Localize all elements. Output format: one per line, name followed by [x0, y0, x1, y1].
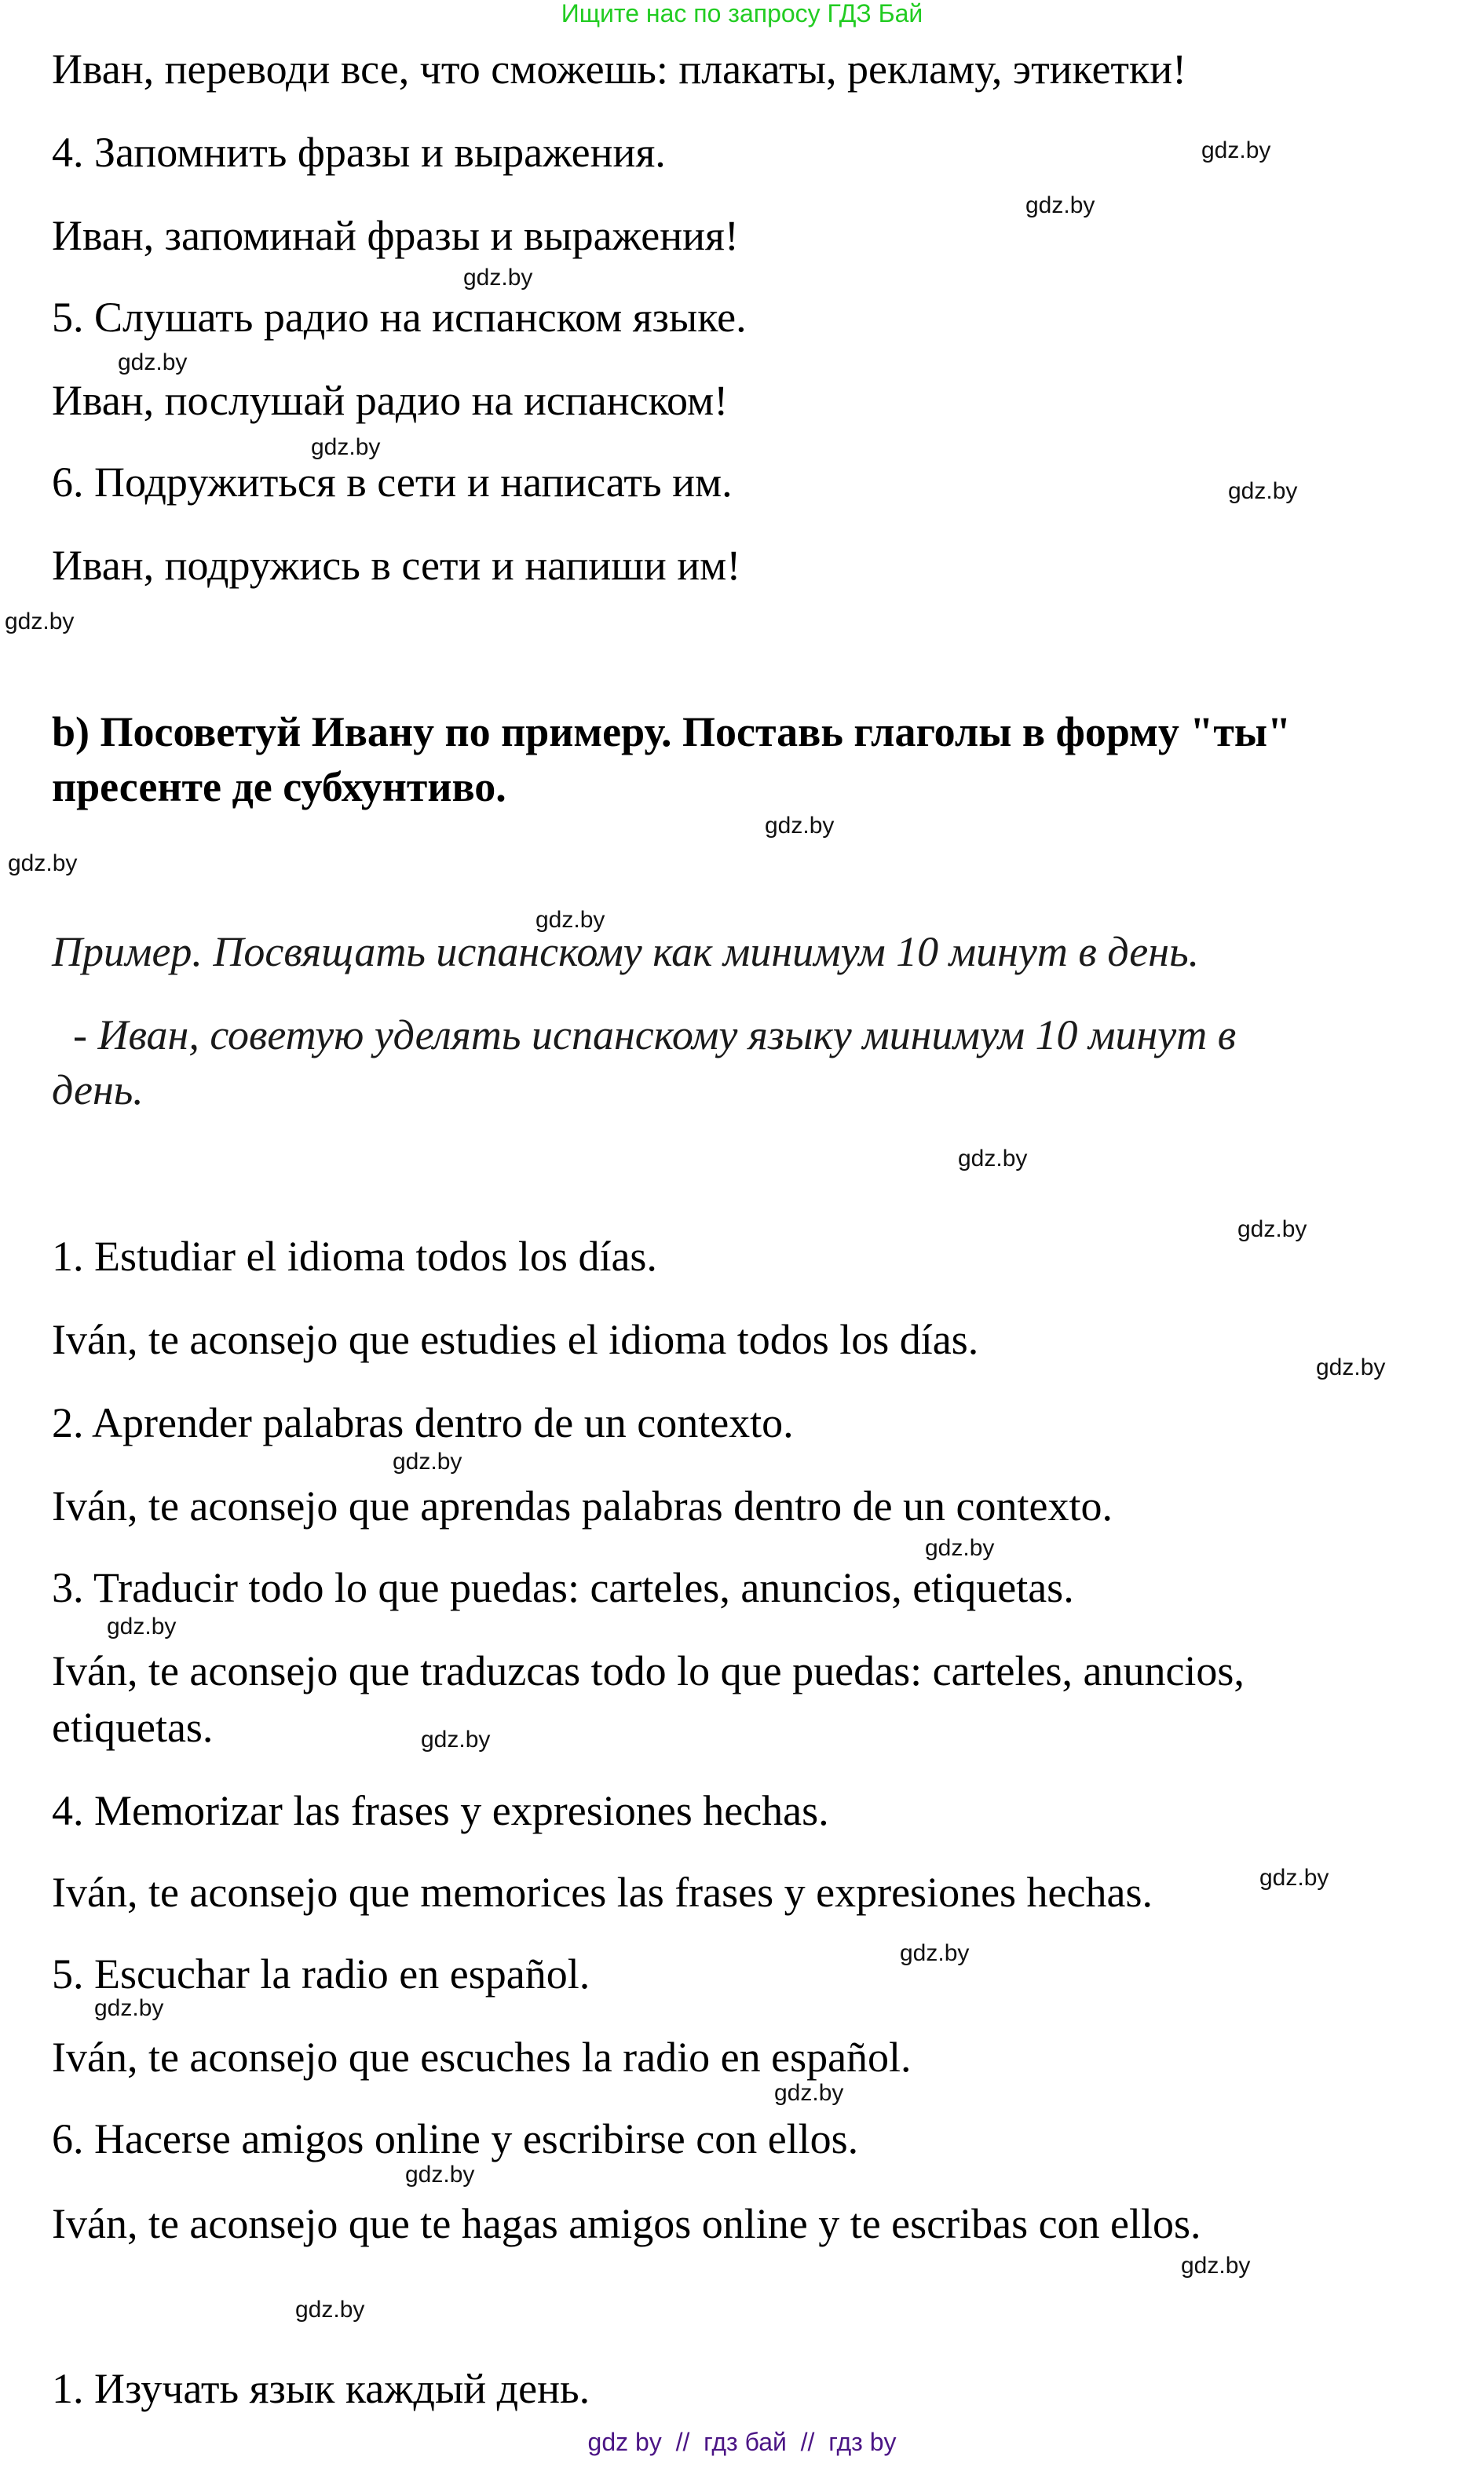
exercise-item: 1. Изучать язык каждый день. [52, 2365, 590, 2412]
watermark: gdz.by [1025, 192, 1095, 218]
watermark: gdz.by [1181, 2253, 1251, 2279]
watermark: gdz.by [958, 1146, 1028, 1172]
exercise-item: 4. Memorizar las frases y expresiones hechas. [52, 1787, 829, 1834]
task-heading: b) Посоветуй Ивану по примеру. Поставь глаголы в форму "ты" [52, 708, 1292, 755]
watermark: gdz.by [463, 265, 533, 291]
footer-links: gdz by // гдз бай // гдз by [587, 2428, 897, 2456]
exercise-answer: etiquetas. [52, 1704, 214, 1751]
exercise-item: 2. Aprender palabras dentro de un contexto. [52, 1399, 794, 1446]
text-line: Иван, переводи все, что сможешь: плакаты, рекламу, этикетки! [52, 46, 1187, 93]
exercise-answer: Iván, te aconsejo que aprendas palabras dentro de un contexto. [52, 1482, 1113, 1530]
watermark: gdz.by [405, 2162, 475, 2188]
exercise-item: 3. Traducir todo lo que puedas: carteles, anuncios, etiquetas. [52, 1564, 1074, 1611]
watermark: gdz.by [421, 1727, 491, 1753]
exercise-answer: Iván, te aconsejo que escuches la radio en español. [52, 2034, 912, 2081]
task-heading: пресенте де субхунтиво. [52, 763, 506, 810]
text-line: 6. Подружиться в сети и написать им. [52, 459, 733, 506]
watermark: gdz.by [765, 813, 835, 839]
watermark: gdz.by [1237, 1216, 1307, 1242]
watermark: gdz.by [5, 609, 75, 634]
watermark: gdz.by [393, 1449, 462, 1475]
watermark: gdz.by [925, 1535, 995, 1561]
watermark: gdz.by [107, 1614, 177, 1639]
text-line: 4. Запомнить фразы и выражения. [52, 129, 666, 176]
text-line: Иван, подружись в сети и напиши им! [52, 542, 741, 589]
exercise-answer: Iván, te aconsejo que traduzcas todo lo que puedas: carteles, anuncios, [52, 1647, 1245, 1694]
exercise-answer: Iván, te aconsejo que memorices las frases y expresiones hechas. [52, 1869, 1153, 1916]
text-line: 5. Слушать радио на испанском языке. [52, 294, 747, 341]
watermark: gdz.by [311, 434, 381, 460]
watermark: gdz.by [774, 2080, 844, 2106]
exercise-answer: Iván, te aconsejo que estudies el idioma todos los días. [52, 1316, 979, 1363]
example-text: день. [52, 1066, 144, 1113]
text-line: Иван, послушай радио на испанском! [52, 377, 729, 424]
site-search-banner: Ищите нас по запросу ГДЗ Бай [561, 0, 923, 27]
exercise-item: 5. Escuchar la radio en español. [52, 1950, 590, 1998]
watermark: gdz.by [900, 1940, 970, 1966]
exercise-item: 1. Estudiar el idioma todos los días. [52, 1233, 657, 1280]
watermark: gdz.by [1228, 478, 1298, 504]
watermark: gdz.by [1259, 1865, 1329, 1891]
text-line: Иван, запоминай фразы и выражения! [52, 212, 739, 259]
exercise-item: 6. Hacerse amigos online y escribirse con ellos. [52, 2115, 859, 2162]
exercise-answer: Iván, te aconsejo que te hagas amigos online y te escribas con ellos. [52, 2200, 1201, 2247]
example-text: Пример. Посвящать испанскому как минимум 10 минут в день. [52, 928, 1200, 975]
watermark: gdz.by [1316, 1354, 1386, 1380]
watermark: gdz.by [295, 2297, 365, 2323]
watermark: gdz.by [94, 1995, 164, 2021]
watermark: gdz.by [8, 850, 78, 876]
watermark: gdz.by [118, 349, 188, 375]
example-text: - Иван, советую уделять испанскому языку минимум 10 минут в [52, 1011, 1237, 1058]
watermark: gdz.by [1201, 137, 1271, 163]
watermark: gdz.by [535, 907, 605, 933]
